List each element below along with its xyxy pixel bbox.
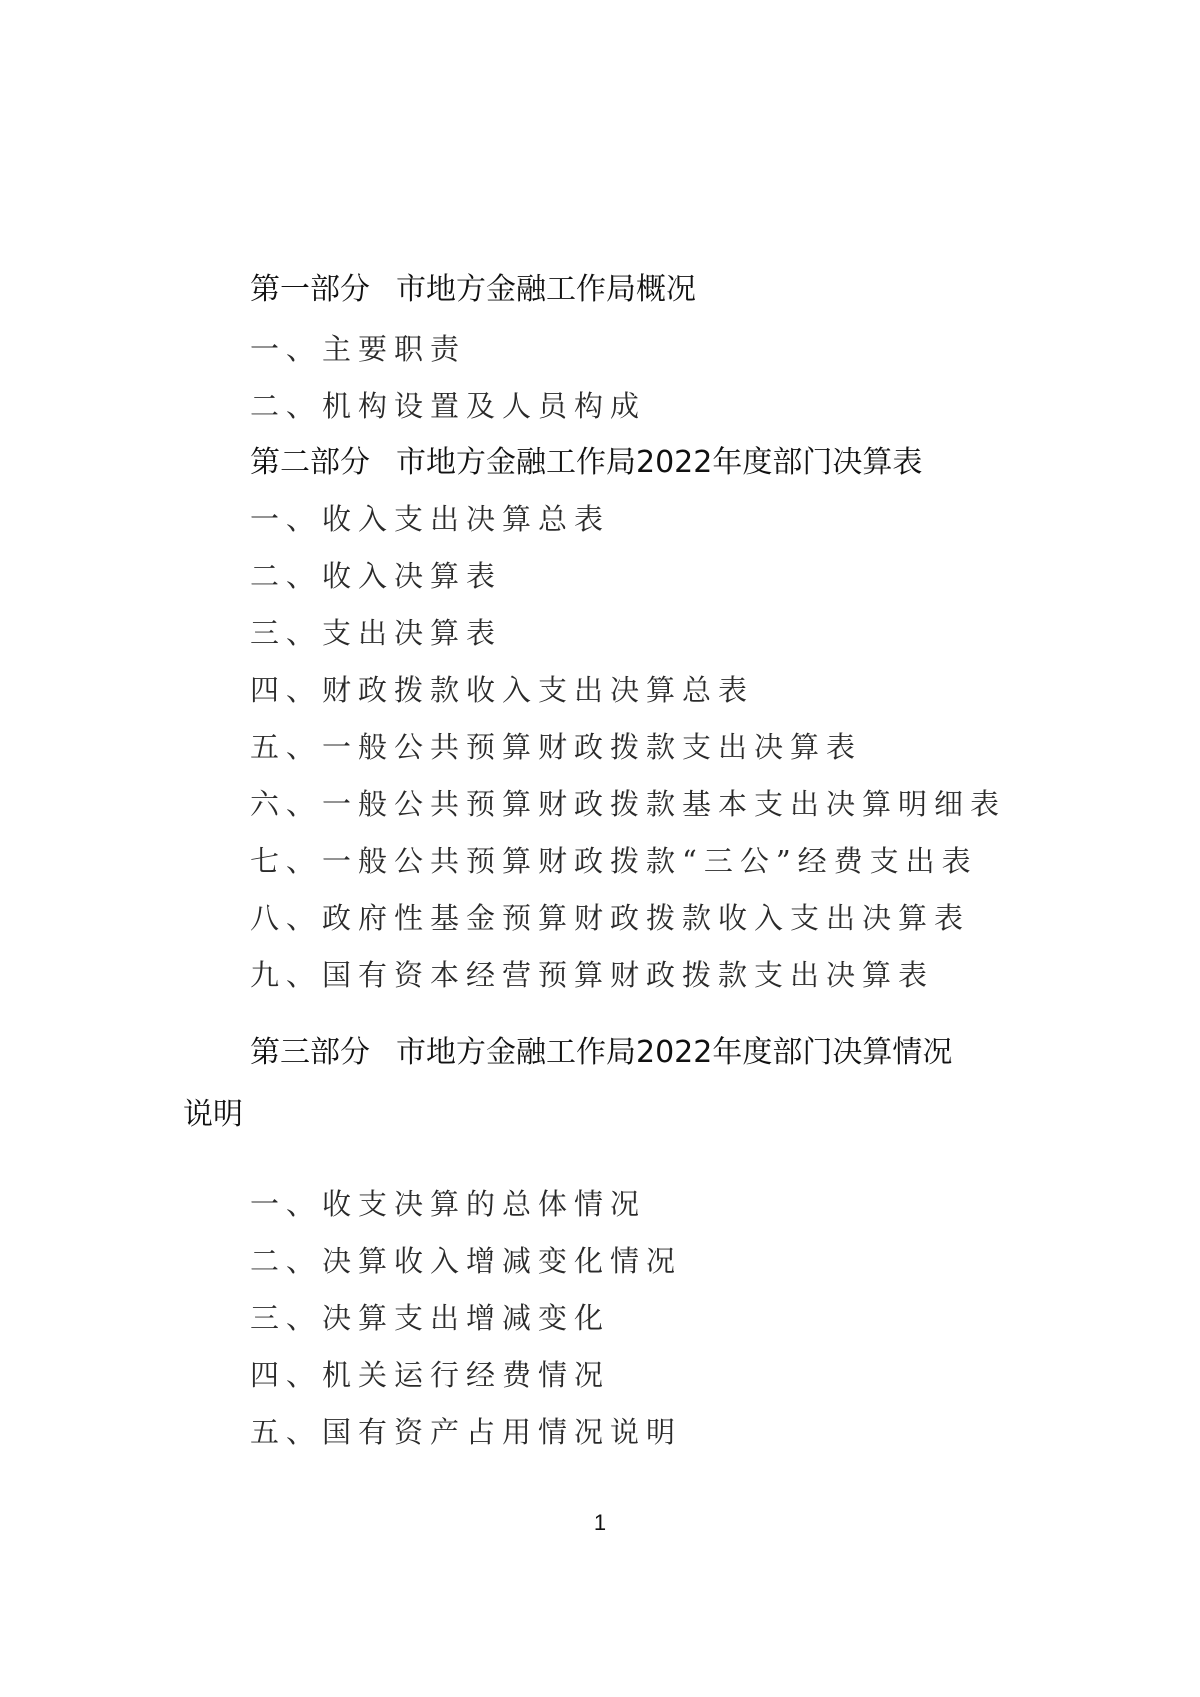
- part2-item-7: 七、一般公共预算财政拨款“三公”经费支出表: [250, 844, 978, 878]
- part2-item-5: 五、一般公共预算财政拨款支出决算表: [250, 730, 863, 764]
- part2-title: 市地方金融工作局2022年度部门决算表: [396, 445, 923, 480]
- part2-item-9: 九、国有资本经营预算财政拨款支出决算表: [250, 958, 935, 992]
- part3-heading: [250, 1035, 953, 1070]
- part2-item-8: 八、政府性基金预算财政拨款收入支出决算表: [250, 901, 971, 935]
- part3-heading-continuation: 说明: [183, 1097, 243, 1132]
- part2-item-2: 二、收入决算表: [250, 559, 503, 593]
- part3-title: 市地方金融工作局2022年度部门决算情况: [396, 1035, 953, 1070]
- part2-item-4: 四、财政拨款收入支出决算总表: [250, 673, 755, 707]
- part3-item-3: 三、决算支出增减变化: [250, 1301, 611, 1335]
- part2-item-1: 一、收入支出决算总表: [250, 502, 611, 536]
- part3-item-2: 二、决算收入增减变化情况: [250, 1244, 683, 1278]
- page-number: 1: [593, 1510, 607, 1535]
- part1-item-2: 二、机构设置及人员构成: [250, 389, 647, 423]
- part1-label: 第一部分: [250, 272, 370, 307]
- part3-label: 第三部分: [250, 1035, 370, 1070]
- part3-item-1: 一、收支决算的总体情况: [250, 1187, 647, 1221]
- part2-item-6: 六、一般公共预算财政拨款基本支出决算明细表: [250, 787, 1007, 821]
- part1-title: 市地方金融工作局概况: [396, 272, 696, 307]
- part3-item-4: 四、机关运行经费情况: [250, 1358, 611, 1392]
- part1-heading: [250, 272, 696, 307]
- part3-item-5: 五、国有资产占用情况说明: [250, 1415, 683, 1449]
- part2-label: 第二部分: [250, 445, 370, 480]
- part2-item-3: 三、支出决算表: [250, 616, 503, 650]
- part2-heading: [250, 445, 923, 480]
- part1-item-1: 一、主要职责: [250, 332, 467, 366]
